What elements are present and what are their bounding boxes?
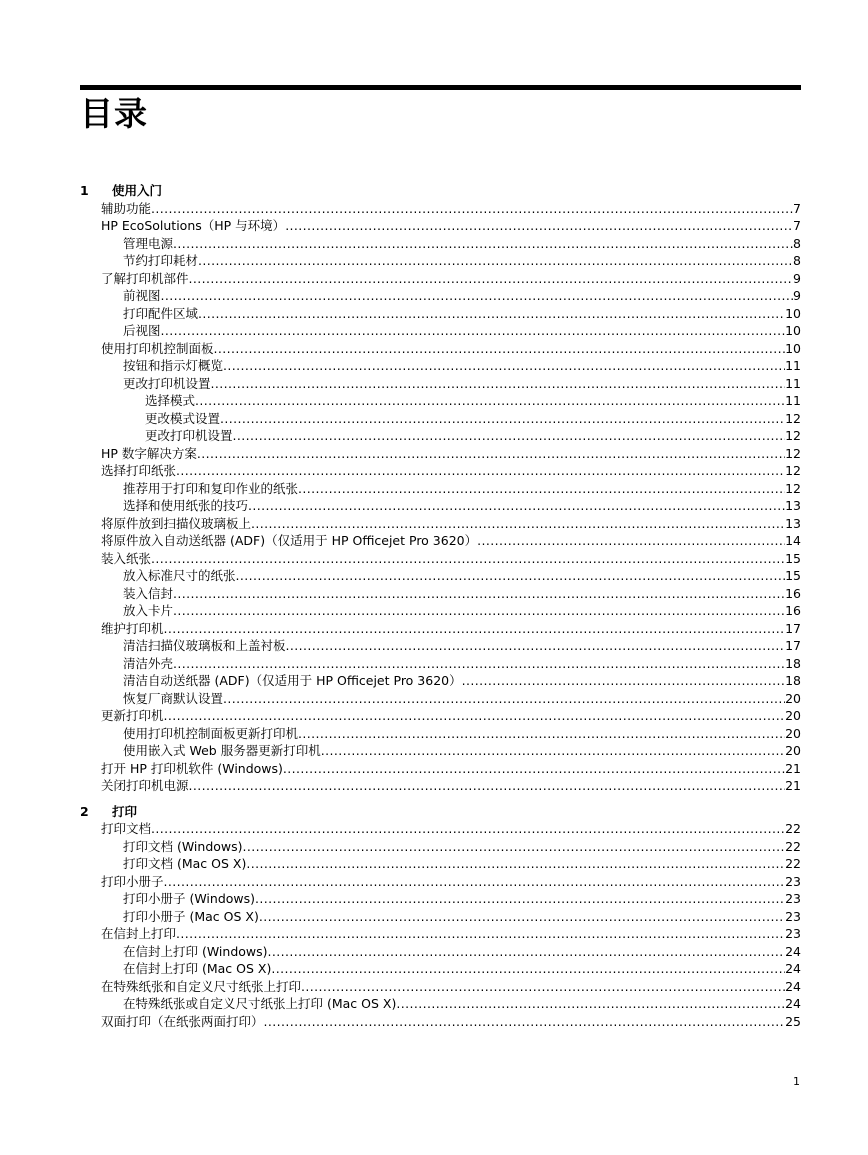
toc-entry[interactable]: [80, 375, 801, 393]
toc-entry-page: 11: [785, 393, 801, 408]
toc-entry[interactable]: [80, 655, 801, 673]
chapter-title[interactable]: 使用入门: [112, 183, 163, 198]
page-number: 1: [793, 1075, 800, 1088]
toc-entry-text: 打印文档: [101, 821, 152, 836]
toc-entry-page: 10: [785, 323, 801, 338]
toc-entry[interactable]: [80, 995, 801, 1013]
leader-dots: [176, 925, 785, 943]
toc-entry[interactable]: [80, 217, 801, 235]
toc-entry-page: 23: [785, 926, 801, 941]
leader-dots: [246, 855, 785, 873]
leader-dots: [173, 602, 785, 620]
toc-entry[interactable]: [80, 855, 801, 873]
toc-entry-page: 13: [785, 515, 801, 531]
toc-entry-text: 放入标准尺寸的纸张: [123, 568, 236, 583]
toc-entry[interactable]: [80, 690, 801, 708]
toc-entry-page: 9: [793, 270, 801, 286]
toc-entry[interactable]: [80, 925, 801, 943]
toc-entry[interactable]: [80, 725, 801, 743]
toc-entry-text: 打开 HP 打印机软件 (Windows): [101, 760, 283, 776]
leader-dots: [151, 820, 785, 838]
chapter-title[interactable]: 打印: [112, 803, 138, 819]
leader-dots: [243, 838, 786, 856]
leader-dots: [271, 960, 785, 978]
toc-entry-page: 7: [793, 200, 801, 216]
toc-entry[interactable]: [80, 1013, 801, 1031]
leader-dots: [164, 873, 786, 891]
toc-entry-page: 15: [785, 550, 801, 566]
toc-entry[interactable]: [80, 838, 801, 856]
toc-entry[interactable]: [80, 270, 801, 288]
toc-entry-text: 维护打印机: [101, 620, 164, 636]
leader-dots: [286, 637, 786, 655]
leader-dots: [236, 567, 786, 585]
toc-entry-page: 20: [785, 708, 801, 723]
leader-dots: [268, 943, 786, 961]
toc-entry[interactable]: [80, 602, 801, 620]
leader-dots: [223, 357, 785, 375]
toc-entry-page: 20: [785, 743, 801, 758]
toc-entry-page: 23: [785, 891, 801, 906]
toc-entry-page: 16: [785, 585, 801, 601]
leader-dots: [255, 890, 785, 908]
toc-entry-page: 20: [785, 725, 801, 741]
toc-entry[interactable]: [80, 515, 801, 533]
toc-entry[interactable]: [80, 585, 801, 603]
toc-entry-text: 打印小册子 (Windows): [123, 891, 256, 906]
toc-entry-page: 15: [785, 568, 801, 583]
title-rule: [80, 85, 801, 90]
toc-entry[interactable]: [80, 252, 801, 270]
leader-dots: [198, 252, 793, 270]
toc-entry[interactable]: [80, 760, 801, 778]
toc-entry-text: HP 数字解决方案: [101, 445, 197, 461]
toc-entry-page: 21: [785, 778, 801, 793]
leader-dots: [264, 1013, 786, 1031]
leader-dots: [161, 322, 786, 340]
leader-dots: [298, 725, 785, 743]
toc-entry-text: 按钮和指示灯概览: [123, 358, 224, 373]
toc-entry-page: 12: [785, 480, 801, 496]
leader-dots: [220, 410, 785, 428]
toc-entry-text: 选择和使用纸张的技巧: [123, 498, 249, 513]
leader-dots: [462, 672, 785, 690]
leader-dots: [259, 908, 785, 926]
toc-entry-text: 辅助功能: [101, 200, 152, 216]
chapter-heading: [80, 182, 801, 200]
toc-entry-text: HP EcoSolutions（HP 与环境）: [101, 218, 286, 233]
toc-entry[interactable]: [80, 392, 801, 410]
toc-entry-text: 打印小册子: [101, 873, 164, 889]
toc-entry-text: 管理电源: [123, 235, 174, 251]
toc-entry-text: 节约打印耗材: [123, 253, 199, 268]
toc-entry-text: 在特殊纸张和自定义尺寸纸张上打印: [101, 978, 302, 994]
toc-entry-page: 23: [785, 873, 801, 889]
toc-entry-text: 使用打印机控制面板: [101, 340, 214, 356]
toc-entry-page: 12: [785, 410, 801, 426]
toc-entry-text: 关闭打印机电源: [101, 778, 189, 793]
leader-dots: [233, 427, 786, 445]
toc-entry[interactable]: [80, 777, 801, 795]
toc-entry-page: 12: [785, 428, 801, 443]
chapter-heading: [80, 803, 801, 821]
toc-entry-page: 7: [793, 218, 801, 233]
toc-entry[interactable]: [80, 550, 801, 568]
toc-entry-page: 24: [785, 996, 801, 1011]
toc-entry-text: 恢复厂商默认设置: [123, 690, 224, 706]
toc-entry-text: 打印小册子 (Mac OS X): [123, 908, 259, 924]
toc-entry-page: 17: [785, 638, 801, 653]
leader-dots: [248, 497, 785, 515]
toc-entry[interactable]: [80, 200, 801, 218]
table-of-contents: [80, 182, 801, 1030]
toc-entry[interactable]: [80, 672, 801, 690]
toc-entry-text: 打印配件区域: [123, 305, 199, 321]
toc-entry[interactable]: [80, 462, 801, 480]
leader-dots: [161, 287, 794, 305]
toc-entry-text: 在信封上打印: [101, 926, 177, 941]
leader-dots: [173, 585, 785, 603]
toc-entry-text: 装入信封: [123, 585, 174, 601]
toc-entry-page: 23: [785, 908, 801, 924]
toc-entry-page: 22: [785, 856, 801, 871]
leader-dots: [151, 200, 793, 218]
toc-entry[interactable]: [80, 305, 801, 323]
toc-entry-text: 使用嵌入式 Web 服务器更新打印机: [123, 743, 321, 758]
leader-dots: [283, 760, 785, 778]
leader-dots: [251, 515, 785, 533]
toc-entry-page: 22: [785, 838, 801, 854]
toc-entry-text: 打印文档 (Mac OS X): [123, 856, 247, 871]
toc-entry-text: 推荐用于打印和复印作业的纸张: [123, 480, 299, 496]
toc-entry-text: 更改打印机设置: [123, 375, 211, 391]
toc-entry-text: 将原件放入自动送纸器 (ADF)（仅适用于 HP Officejet Pro 3620）: [101, 533, 478, 548]
leader-dots: [321, 742, 785, 760]
toc-entry-text: 在信封上打印 (Windows): [123, 943, 268, 959]
toc-entry-text: 放入卡片: [123, 603, 174, 618]
toc-entry-page: 13: [785, 498, 801, 513]
toc-entry[interactable]: [80, 873, 801, 891]
leader-dots: [173, 235, 793, 253]
leader-dots: [189, 270, 794, 288]
leader-dots: [211, 375, 786, 393]
toc-entry[interactable]: [80, 620, 801, 638]
toc-entry-page: 24: [785, 978, 801, 994]
leader-dots: [223, 690, 785, 708]
toc-entry[interactable]: [80, 567, 801, 585]
toc-entry-text: 更新打印机: [101, 708, 164, 723]
leader-dots: [176, 462, 785, 480]
toc-entry-page: 12: [785, 445, 801, 461]
toc-entry-page: 12: [785, 463, 801, 478]
leader-dots: [198, 305, 785, 323]
toc-entry[interactable]: [80, 427, 801, 445]
toc-entry-text: 前视图: [123, 288, 161, 303]
toc-entry-text: 清洁自动送纸器 (ADF)（仅适用于 HP Officejet Pro 3620）: [123, 673, 462, 688]
leader-dots: [189, 777, 786, 795]
toc-entry[interactable]: [80, 497, 801, 515]
leader-dots: [301, 978, 785, 996]
toc-entry[interactable]: [80, 943, 801, 961]
toc-entry[interactable]: [80, 908, 801, 926]
toc-entry-page: 10: [785, 340, 801, 356]
toc-entry-page: 24: [785, 943, 801, 959]
toc-entry-page: 24: [785, 961, 801, 976]
toc-entry-page: 10: [785, 305, 801, 321]
leader-dots: [285, 217, 793, 235]
toc-entry[interactable]: [80, 357, 801, 375]
toc-entry-text: 使用打印机控制面板更新打印机: [123, 725, 299, 741]
toc-entry-text: 选择模式: [145, 393, 196, 408]
chapter-number: 2: [80, 803, 89, 819]
toc-entry-page: 8: [793, 253, 801, 268]
toc-entry[interactable]: [80, 445, 801, 463]
leader-dots: [195, 392, 785, 410]
toc-entry-text: 了解打印机部件: [101, 270, 189, 286]
leader-dots: [164, 620, 786, 638]
leader-dots: [164, 707, 786, 725]
leader-dots: [173, 655, 785, 673]
toc-entry-page: 8: [793, 235, 801, 251]
toc-entry[interactable]: [80, 340, 801, 358]
toc-entry-text: 清洁外壳: [123, 655, 174, 671]
toc-entry[interactable]: [80, 978, 801, 996]
toc-entry[interactable]: [80, 322, 801, 340]
leader-dots: [298, 480, 785, 498]
leader-dots: [197, 445, 785, 463]
leader-dots: [477, 532, 785, 550]
toc-entry[interactable]: [80, 637, 801, 655]
toc-entry[interactable]: [80, 480, 801, 498]
toc-entry-text: 双面打印（在纸张两面打印）: [101, 1013, 264, 1029]
toc-entry-page: 25: [785, 1013, 801, 1029]
toc-entry-page: 18: [785, 655, 801, 671]
toc-entry-page: 22: [785, 821, 801, 836]
toc-entry[interactable]: [80, 287, 801, 305]
toc-entry[interactable]: [80, 890, 801, 908]
toc-entry[interactable]: [80, 707, 801, 725]
leader-dots: [214, 340, 786, 358]
toc-entry-page: 21: [785, 760, 801, 776]
chapter-number: 1: [80, 183, 89, 198]
toc-entry-text: 清洁扫描仪玻璃板和上盖衬板: [123, 638, 286, 653]
toc-entry-page: 16: [785, 603, 801, 618]
toc-entry-text: 在信封上打印 (Mac OS X): [123, 961, 272, 976]
toc-entry[interactable]: [80, 235, 801, 253]
toc-entry[interactable]: [80, 742, 801, 760]
toc-entry-page: 11: [785, 358, 801, 373]
toc-entry[interactable]: [80, 532, 801, 550]
toc-entry-text: 装入纸张: [101, 550, 152, 566]
page-title: 目录: [80, 94, 148, 133]
toc-entry-text: 后视图: [123, 323, 161, 338]
toc-entry-page: 18: [785, 673, 801, 688]
toc-entry-text: 更改模式设置: [145, 410, 221, 426]
toc-entry-text: 将原件放到扫描仪玻璃板上: [101, 515, 252, 531]
toc-entry-text: 选择打印纸张: [101, 463, 177, 478]
toc-entry[interactable]: [80, 960, 801, 978]
toc-entry-text: 在特殊纸张或自定义尺寸纸张上打印 (Mac OS X): [123, 996, 397, 1011]
toc-entry-page: 9: [793, 288, 801, 303]
toc-entry-page: 14: [785, 533, 801, 548]
toc-entry-page: 17: [785, 620, 801, 636]
toc-entry-page: 20: [785, 690, 801, 706]
toc-entry-page: 11: [785, 375, 801, 391]
leader-dots: [151, 550, 785, 568]
toc-entry[interactable]: [80, 820, 801, 838]
toc-entry-text: 打印文档 (Windows): [123, 838, 243, 854]
toc-entry[interactable]: [80, 410, 801, 428]
leader-dots: [396, 995, 785, 1013]
toc-entry-text: 更改打印机设置: [145, 428, 233, 443]
